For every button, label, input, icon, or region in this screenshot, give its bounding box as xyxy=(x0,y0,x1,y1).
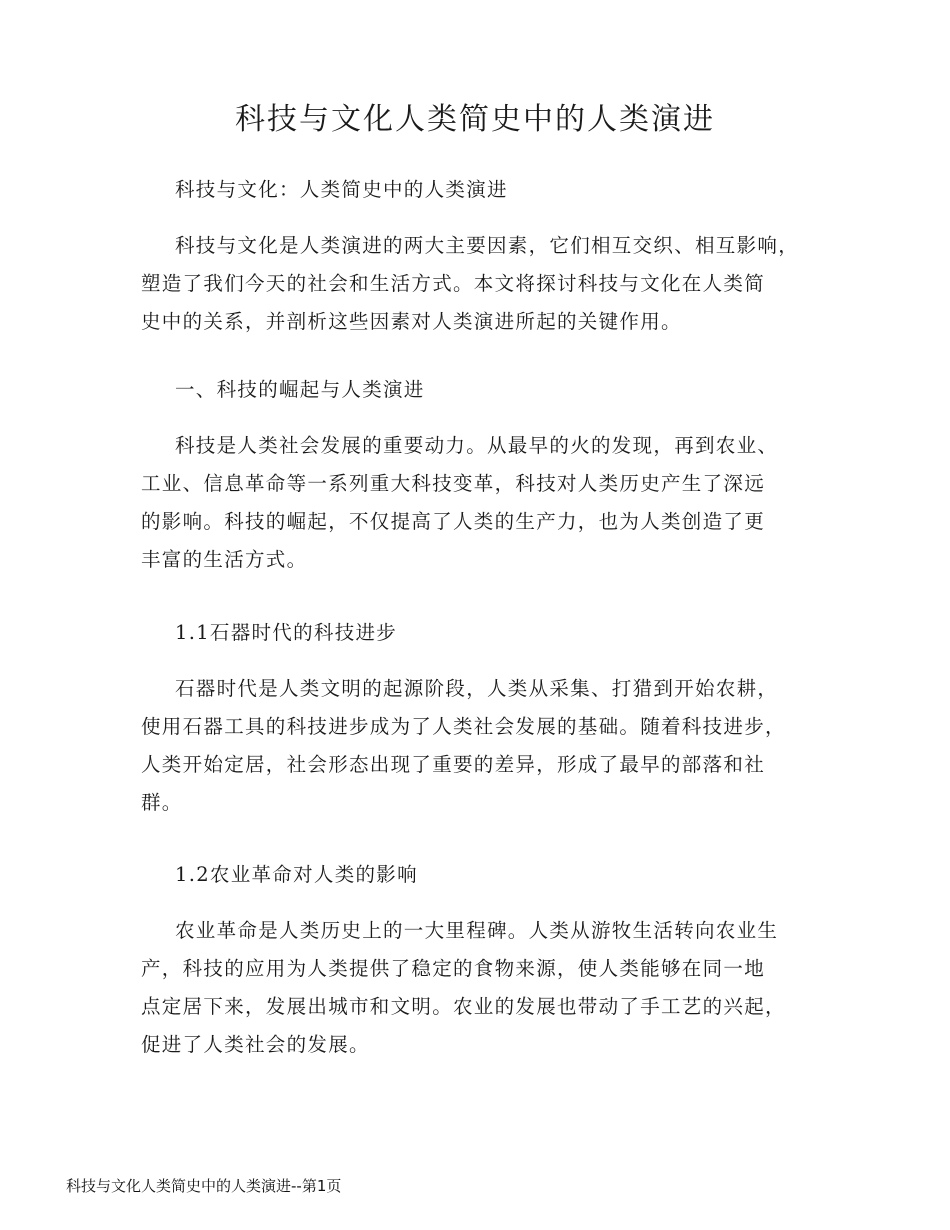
paragraph-line: 产，科技的应用为人类提供了稳定的食物来源，使人类能够在同一地 xyxy=(141,957,766,980)
section-1-paragraph xyxy=(141,427,831,579)
paragraph-line: 点定居下来，发展出城市和文明。农业的发展也带动了手工艺的兴起， xyxy=(141,995,786,1018)
section-heading-1-1: 1.1石器时代的科技进步 xyxy=(175,621,398,644)
paragraph-line: 促进了人类社会的发展。 xyxy=(141,1033,370,1056)
paragraph-line: 使用石器工具的科技进步成为了人类社会发展的基础。随着科技进步， xyxy=(141,715,786,738)
paragraph-line: 工业、信息革命等一系列重大科技变革，科技对人类历史产生了深远 xyxy=(141,472,766,495)
paragraph-line: 群。 xyxy=(141,791,183,814)
paragraph-line: 塑造了我们今天的社会和生活方式。本文将探讨科技与文化在人类简 xyxy=(141,272,766,295)
intro-paragraph xyxy=(141,227,831,341)
paragraph-line: 科技与文化是人类演进的两大主要因素，它们相互交织、相互影响， xyxy=(175,234,800,257)
section-heading-1-2: 1.2农业革命对人类的影响 xyxy=(175,863,418,886)
paragraph-line: 人类开始定居，社会形态出现了重要的差异，形成了最早的部落和社 xyxy=(141,753,766,776)
section-heading-1: 一、科技的崛起与人类演进 xyxy=(175,378,425,401)
document-title: 科技与文化人类简史中的人类演进 xyxy=(235,102,715,137)
paragraph-line: 丰富的生活方式。 xyxy=(141,548,308,571)
paragraph-line: 的影响。科技的崛起，不仅提高了人类的生产力，也为人类创造了更 xyxy=(141,510,766,533)
document-subtitle: 科技与文化：人类简史中的人类演进 xyxy=(175,178,508,201)
page-footer: 科技与文化人类简史中的人类演进--第1页 xyxy=(66,1177,342,1195)
paragraph-line: 石器时代是人类文明的起源阶段，人类从采集、打猎到开始农耕， xyxy=(175,677,779,700)
section-1-1-paragraph xyxy=(141,670,831,822)
paragraph-line: 科技是人类社会发展的重要动力。从最早的火的发现，再到农业、 xyxy=(175,434,779,457)
section-1-2-paragraph xyxy=(141,912,831,1064)
paragraph-line: 农业革命是人类历史上的一大里程碑。人类从游牧生活转向农业生 xyxy=(175,919,779,942)
paragraph-line: 史中的关系，并剖析这些因素对人类演进所起的关键作用。 xyxy=(141,310,682,333)
